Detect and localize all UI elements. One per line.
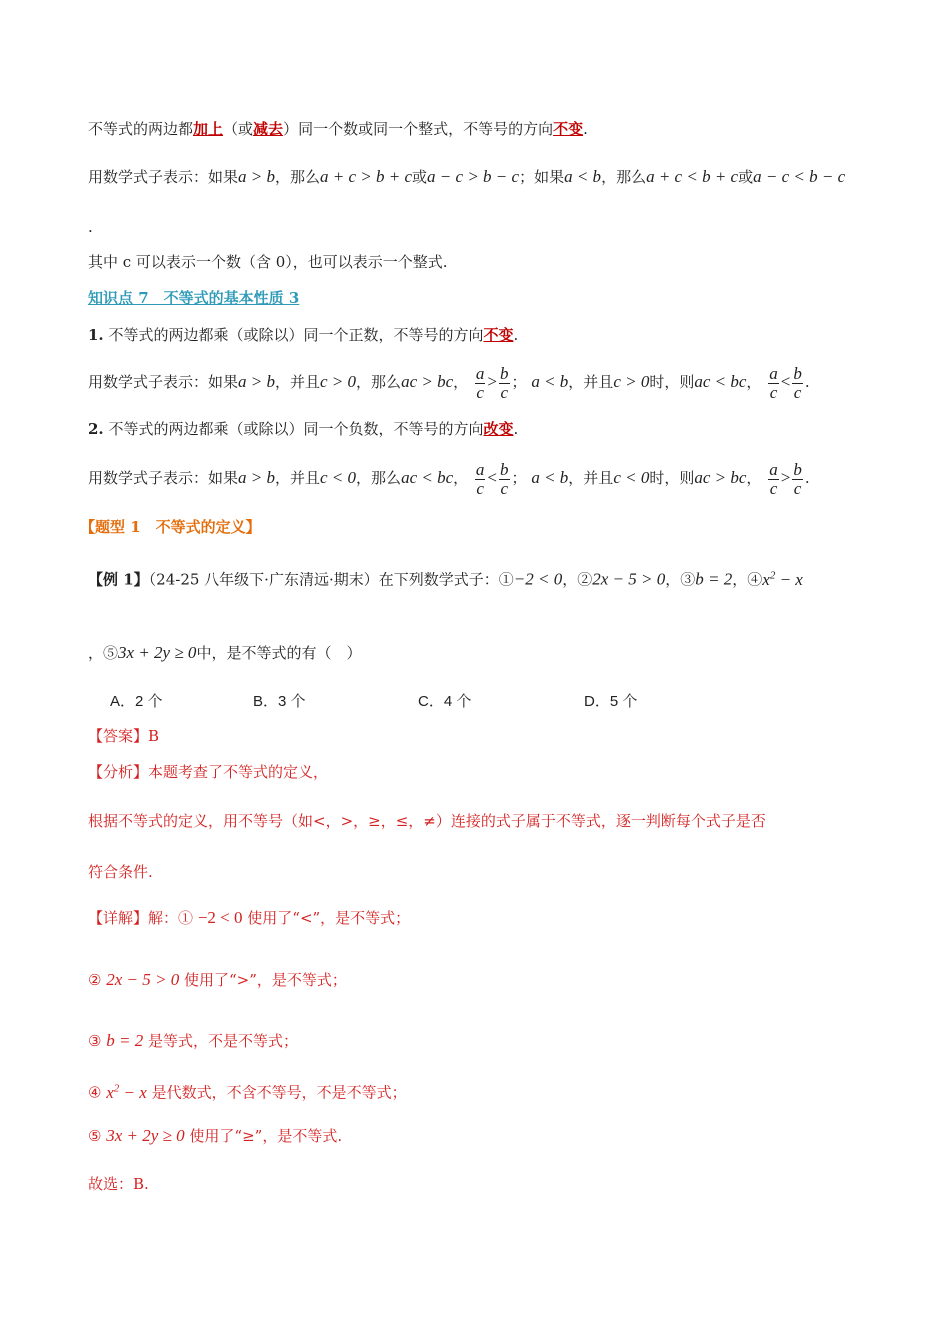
rule6-math-intro: 用数学式子表示：如果	[88, 168, 239, 186]
item1-number: 1.	[88, 326, 104, 344]
math-expression: 3x + 2y ≥ 0	[118, 643, 197, 662]
item2-math-text: ；	[511, 469, 527, 487]
analysis-text: 本题考查了不等式的定义，	[148, 763, 329, 781]
separator: ，	[88, 644, 104, 662]
math-expression: a < b	[531, 372, 569, 391]
item1-statement	[88, 324, 518, 346]
item1-text: 不等式的两边都乘（或除以）同一个正数，不等号的方向	[108, 326, 484, 344]
math-expression: ac > bc	[401, 372, 454, 391]
separator: ，	[732, 570, 748, 589]
circled-number: ⑤	[103, 644, 119, 662]
math-expression: a + c > b + c	[320, 167, 413, 186]
example-1-line2	[88, 642, 361, 664]
item1-period: .	[513, 326, 519, 344]
detail-line2	[88, 969, 347, 991]
item2-period: .	[513, 420, 519, 438]
detail-text: 使用了“>”，是不等式；	[184, 971, 347, 989]
item1-keyword: 不变	[483, 326, 514, 344]
fraction-b-over-c: $\frac{b}{c}$	[793, 363, 802, 402]
math-expression: ac > bc	[694, 468, 747, 487]
fraction-b-over-c: $\frac{b}{c}$	[500, 363, 509, 402]
circled-number: ①	[498, 570, 514, 589]
circled-number: ③	[680, 570, 696, 589]
rule6-note: 其中 c 可以表示一个数（含 0），也可以表示一个整式.	[88, 253, 448, 271]
separator: ，	[562, 570, 578, 589]
fraction-b-over-c: $\frac{b}{c}$	[500, 459, 509, 498]
fraction-b-over-c: $\frac{b}{c}$	[793, 459, 802, 498]
item2-math-line	[88, 458, 810, 498]
fraction-a-over-c: $\frac{a}{c}$	[769, 459, 778, 498]
answer: 【答案】B	[88, 727, 160, 745]
analysis-line3: 符合条件.	[88, 863, 153, 881]
item1-math-text: ，那么	[356, 373, 402, 391]
rule6-keyword-unchanged: 不变	[553, 120, 584, 138]
detail-line1	[88, 907, 410, 929]
detail-text: 使用了“≥”，是不等式.	[189, 1127, 343, 1145]
math-expression: c < 0	[320, 468, 357, 487]
math-expression: 2x − 5 > 0	[592, 569, 666, 589]
rule6-math-text: ；如果	[519, 168, 565, 186]
rule6-math-trailing-dot: .	[88, 218, 93, 236]
analysis-line1	[88, 761, 328, 783]
separator: ，	[665, 570, 681, 589]
math-expression: a < b	[531, 468, 569, 487]
math-operator: >	[780, 468, 791, 487]
math-expression: c < 0	[613, 468, 650, 487]
fraction-a-over-c: $\frac{a}{c}$	[769, 363, 778, 402]
math-expression: 2x − 5 > 0	[106, 970, 180, 989]
math-expression: −2 < 0	[513, 569, 563, 589]
rule6-text: ）同一个数或同一个整式，不等号的方向	[283, 120, 554, 138]
rule6-math-text: 或	[738, 168, 754, 186]
item1-math-intro: 用数学式子表示：如果	[88, 373, 239, 391]
math-expression: a − c > b − c	[427, 167, 520, 186]
item1-math-dot: .	[804, 373, 810, 391]
math-expression: a > b	[238, 167, 275, 186]
item2-math-text: ，那么	[356, 469, 402, 487]
rule6-text: 不等式的两边都	[88, 120, 194, 138]
option-a[interactable]: A．2 个	[110, 693, 163, 710]
math-expression: b = 2	[106, 1031, 144, 1050]
math-expression: a < b	[564, 167, 602, 186]
fraction-a-over-c: $\frac{a}{c}$	[475, 459, 485, 498]
item2-number: 2.	[88, 420, 104, 438]
math-expression: a > b	[238, 468, 275, 487]
detail-text: 使用了“<”，是不等式；	[247, 909, 411, 927]
math-operator: >	[487, 372, 498, 391]
math-expression: c > 0	[320, 372, 357, 391]
math-expression: −2 < 0	[197, 908, 243, 927]
item2-math-text: ，并且	[568, 469, 614, 487]
math-expression: a + c < b + c	[646, 167, 739, 186]
rule6-statement	[88, 118, 588, 140]
option-d[interactable]: D．5 个	[584, 693, 638, 710]
example-1-question: 中，是不等式的有（ ）	[196, 644, 362, 662]
item2-math-text: ，	[746, 469, 762, 487]
math-expression: a > b	[238, 372, 275, 391]
rule6-keyword-add: 加上	[193, 120, 224, 138]
circled-number: ③	[88, 1032, 102, 1050]
math-expression: c > 0	[613, 372, 650, 391]
item1-math-text: ，并且	[275, 373, 321, 391]
type-1-title: 【题型 1 不等式的定义】	[80, 518, 261, 536]
rule6-math-text: 或	[412, 168, 428, 186]
detail-line3	[88, 1030, 298, 1052]
item2-text: 不等式的两边都乘（或除以）同一个负数，不等号的方向	[108, 420, 484, 438]
fraction-a-over-c: $\frac{a}{c}$	[475, 363, 485, 402]
item1-math-text: ，并且	[568, 373, 614, 391]
item2-math-intro: 用数学式子表示：如果	[88, 469, 239, 487]
item2-math-text: 时，则	[649, 469, 695, 487]
item2-keyword: 改变	[483, 420, 514, 438]
analysis-line2: 根据不等式的定义，用不等号（如<，>，≥，≤，≠）连接的式子属于不等式，逐一判断每个式子是否	[88, 812, 766, 830]
math-expression: $x^2 - x$	[106, 1082, 147, 1102]
item2-math-text: ，并且	[275, 469, 321, 487]
circled-number: ④	[747, 570, 763, 589]
math-expression: a − c < b − c	[753, 167, 846, 186]
detail-text: 是代数式，不含不等号，不是不等式；	[151, 1083, 407, 1102]
example-1-line1	[88, 564, 803, 591]
circled-number: ②	[88, 971, 102, 989]
conclusion: 故选：B.	[88, 1175, 149, 1193]
rule6-period: .	[583, 120, 588, 138]
math-operator: <	[487, 468, 498, 487]
detail-line5	[88, 1125, 342, 1147]
detail-intro: 解：①	[148, 909, 194, 927]
item1-math-line	[88, 362, 810, 402]
item1-math-text: 时，则	[649, 373, 695, 391]
math-expression: b = 2	[695, 569, 733, 589]
rule6-keyword-subtract: 减去	[253, 120, 284, 138]
item2-math-dot: .	[804, 469, 810, 487]
analysis-label: 【分析】	[88, 763, 149, 781]
detail-line4	[88, 1077, 407, 1104]
circled-number: ②	[577, 570, 593, 589]
item2-math-text: ，	[453, 469, 469, 487]
item2-statement	[88, 418, 518, 440]
detail-text: 是等式，不是不等式；	[148, 1032, 299, 1050]
math-expression: $x^2 - x$	[762, 569, 803, 589]
knowledge-point-7-title: 知识点 7 不等式的基本性质 3	[88, 289, 300, 307]
item1-math-text: ；	[511, 373, 527, 391]
math-expression: 3x + 2y ≥ 0	[106, 1126, 185, 1145]
option-b[interactable]: B．3 个	[253, 693, 306, 710]
option-c[interactable]: C．4 个	[418, 693, 472, 710]
example-1-source: （24-25 八年级下·广东清远·期末）在下列数学式子：	[148, 570, 499, 589]
math-expression: ac < bc	[694, 372, 747, 391]
item1-math-text: ，	[453, 373, 469, 391]
rule6-math-text: ，那么	[275, 168, 321, 186]
circled-number: ⑤	[88, 1127, 102, 1145]
rule6-math-line	[88, 166, 845, 188]
item1-math-text: ，	[746, 373, 762, 391]
circled-number: ④	[88, 1083, 102, 1102]
detail-label: 【详解】	[88, 909, 149, 927]
example-1-label: 【例 1】	[88, 570, 149, 589]
math-operator: <	[780, 372, 791, 391]
rule6-math-text: ，那么	[601, 168, 647, 186]
math-expression: ac < bc	[401, 468, 454, 487]
rule6-text: （或	[223, 120, 254, 138]
